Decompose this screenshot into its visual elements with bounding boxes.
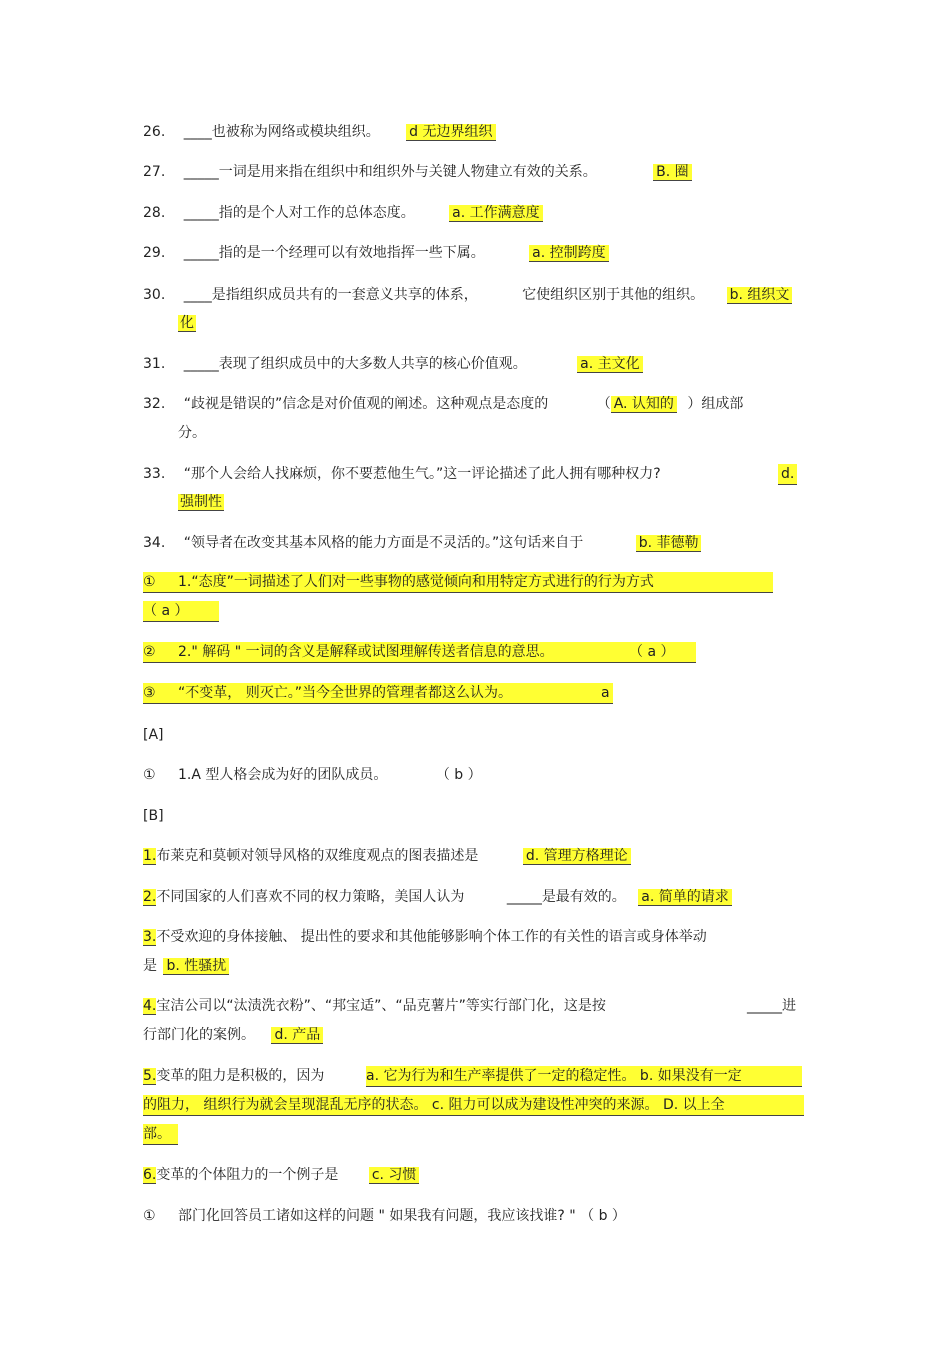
question-text: “那个人会给人找麻烦，你不要惹他生气。”这一评论描述了此人拥有哪种权力? [183,466,661,482]
question-33 [143,464,795,484]
circled-item-1 [143,572,773,593]
item-text: 布莱克和莫顿对领导风格的双维度观点的图表描述是 [156,848,479,864]
answer-highlight: B. 圈 [653,164,692,181]
circled-item-2 [143,642,696,663]
answer-highlight: d 无边界组织 [406,124,495,141]
answer-highlight: b. 组织文 [727,287,793,304]
circled-item-3 [143,683,613,704]
item-text-continued: 行部门化的案例。 [143,1027,255,1043]
item-text: 1.“态度”一词描述了人们对一些事物的感觉倾向和用特定方式进行的行为方式 [178,574,654,590]
item-text: 2." 解码 " 一词的含义是解释或试图理解传送者信息的意思。 [178,644,554,660]
section-b-item-4 [143,996,796,1016]
item-text: 不受欢迎的身体接触、 提出性的要求和其他能够影响个体工作的有关性的语言或身体举动 [156,929,707,945]
item-number: 1. [143,848,157,864]
answer-highlight: a. 工作满意度 [449,205,542,222]
circled-mark: ① [143,1208,156,1224]
item-number: 6. [143,1167,157,1183]
answer-highlight: d. [778,464,797,485]
section-a-item-1 [143,765,482,785]
item-number: 5. [143,1068,157,1084]
question-number: 31. [143,356,166,372]
question-31 [143,354,643,374]
question-27 [143,162,692,182]
answer-text: 的阻力， 组织行为就会呈现混乱无序的状态。 c. 阻力可以成为建设性冲突的来源。 D. 以上全 [143,1097,725,1113]
answer-text: a. 它为行为和生产率提供了一定的稳定性。 b. 如果没有一定 [366,1068,742,1084]
circled-item-1-line2 [143,601,219,622]
question-number: 32. [143,396,166,412]
item-number: 2. [143,889,157,905]
section-b-item-6 [143,1165,419,1185]
question-text-continued: 分。 [178,425,206,441]
answer-highlight-line2 [143,1095,804,1116]
item-number: 3. [143,929,157,945]
answer-highlight-line3 [143,1124,178,1145]
question-number: 26. [143,124,166,140]
question-text: “领导者在改变其基本风格的能力方面是不灵活的。”这句话来自于 [183,535,584,551]
answer-highlight: c. 习惯 [369,1167,420,1184]
question-text: ____是指组织成员共有的一套意义共享的体系， [183,287,478,303]
question-text: ____也被称为网络或模块组织。 [183,124,380,140]
answer-highlight: b. 菲德勒 [636,535,702,552]
answer-highlight: b. 性骚扰 [163,958,229,975]
section-b-item-1 [143,846,631,866]
question-text: _____指的是一个经理可以有效地指挥一些下属。 [183,245,485,261]
question-30 [143,285,792,305]
final-circled-item [143,1206,626,1226]
item-text: “不变革， 则灭亡。”当今全世界的管理者都这么认为。 [178,685,512,701]
section-b-item-5 [143,1066,324,1086]
answer-highlight: a. 简单的请求 [638,889,731,906]
question-28 [143,203,543,223]
circled-mark: ② [143,644,156,660]
question-30-line2 [178,313,196,333]
question-number: 30. [143,287,166,303]
question-number: 34. [143,535,166,551]
answer-highlight: A. 认知的 [611,396,677,413]
question-34 [143,533,701,553]
answer-highlight-line1 [366,1066,802,1087]
item-blank: _____是最有效的。 [506,889,626,905]
item-text: 变革的个体阻力的一个例子是 [156,1167,339,1183]
item-blank: _____进 [747,998,796,1014]
answer-highlight: d. 产品 [271,1027,323,1044]
section-b-item-4-line2 [143,1025,323,1045]
question-text: _____表现了组织成员中的大多数人共享的核心价值观。 [183,356,527,372]
answer-highlight: （ a ） [143,603,189,619]
item-text-continued: 是 [143,958,157,974]
circled-mark: ③ [143,685,156,701]
question-32 [143,394,743,414]
question-text-continued: 它使组织区别于其他的组织。 [522,287,705,303]
answer-highlight: （ a ） [629,644,675,660]
question-number: 27. [143,164,166,180]
item-text: 部门化回答员工诸如这样的问题 " 如果我有问题，我应该找谁? " （ b ） [178,1208,626,1224]
answer-text: （ b ） [435,767,482,783]
question-text: _____指的是个人对工作的总体态度。 [183,205,415,221]
answer-highlight: a [601,685,610,701]
answer-text: 部。 [143,1126,171,1142]
question-33-line2 [178,492,224,512]
paren-open: （ [596,396,611,412]
section-b-item-3-line2 [143,956,229,976]
section-b-heading: [B] [143,808,164,824]
question-number: 29. [143,245,166,261]
circled-mark: ① [143,574,156,590]
section-b-item-3 [143,927,707,947]
item-text: 1.A 型人格会成为好的团队成员。 [178,767,388,783]
section-b-item-2 [143,887,732,907]
answer-highlight: d. 管理方格理论 [523,848,631,865]
answer-highlight: 化 [180,315,194,331]
item-text: 变革的阻力是积极的，因为 [156,1068,325,1084]
question-29 [143,243,609,263]
question-text: “歧视是错误的”信念是对价值观的阐述。这种观点是态度的 [183,396,549,412]
item-number: 4. [143,998,157,1014]
paren-close: ）组成部 [687,396,744,412]
answer-highlight: 强制性 [180,494,222,510]
question-text: _____一词是用来指在组织中和组织外与关键人物建立有效的关系。 [183,164,597,180]
item-text: 不同国家的人们喜欢不同的权力策略，美国人认为 [156,889,465,905]
circled-mark: ① [143,767,156,783]
item-text: 宝洁公司以“汰渍洗衣粉”、“邦宝适”、“品克薯片”等实行部门化，这是按 [156,998,606,1014]
answer-highlight: a. 主文化 [577,356,642,373]
question-number: 28. [143,205,166,221]
question-26 [143,122,496,142]
section-a-heading: [A] [143,727,164,743]
answer-highlight: a. 控制跨度 [529,245,608,262]
question-32-line2 [178,423,206,443]
question-number: 33. [143,466,166,482]
